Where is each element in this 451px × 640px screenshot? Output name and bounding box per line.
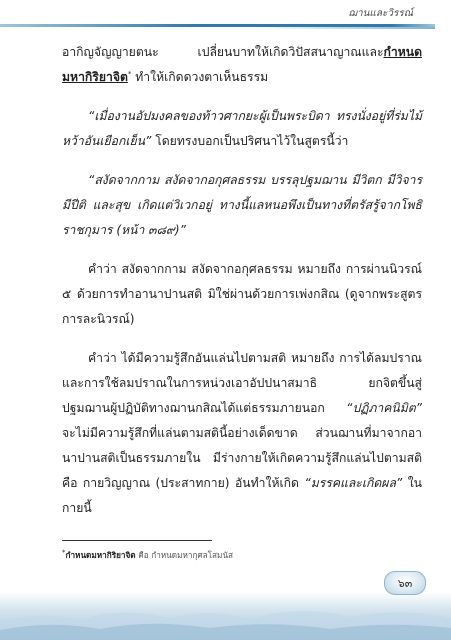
p4-italic-2: “มรรคและเกิดผล”	[304, 476, 403, 490]
paragraph-4	[62, 346, 422, 521]
p4-italic-1: “ปฏิภาคนิมิต”	[346, 401, 422, 415]
running-header: ฌานและวิรรณ์	[348, 8, 413, 19]
p4-text-b: จะไม่มีความรู้สึกที่แล่นตามสตินี้อย่างเด็ดขาด ส่วนฌานที่มาจากอานาปานสติเป็นธรรมภายใน มีร่างกายให้เกิดความรู้สึกแล่นไปตามสติ คือ กายวิญญาณ (ประสาทกาย) อันทำให้เกิด	[62, 426, 422, 490]
footnote-rule	[62, 540, 212, 541]
p4-text-c: ในกายนี้	[62, 476, 422, 515]
footnote-meaning: กำหนดมหากุศลโสมนัส	[151, 550, 234, 560]
footnote-marker: *	[62, 548, 66, 557]
paragraph-1	[62, 40, 422, 90]
footnote-ref-marker: *	[127, 69, 132, 78]
p1-bold-b: มหากิริยาจิต	[62, 70, 128, 84]
paragraph-quote-2: “สงัดจากกาม สงัดจากอกุศลธรรม บรรลุปฐมฌาน มีวิตก มีวิจาร มีปีติ และสุข เกิดแต่วิเวกอยู่ ทางนี้แลหนอพึงเป็นทางที่ตรัสรู้จากโพธิราชกุมาร (หน้า ๓๘๙)”	[62, 173, 422, 237]
page-number: ๖๓	[384, 571, 426, 595]
page-body	[62, 40, 422, 521]
p1-bold-a: กำหนด	[383, 45, 422, 59]
quote-1-italic: “เมื่องานอัปมงคลของท้าวศากยะผู้เป็นพระบิดา ทรงนั่งอยู่ที่ร่มไม้หว้าอันเยือกเย็น”	[62, 109, 422, 148]
p1-text-a: อากิญจัญญายตนะ	[62, 45, 159, 59]
cloud-decoration-icon	[0, 592, 451, 640]
footnote	[62, 549, 382, 561]
p1-tail: ทำให้เกิดดวงตาเห็นธรรม	[131, 70, 269, 84]
p1-text-b: เปลี่ยนบาทให้เกิดวิปัสสนาญาณและ	[197, 45, 384, 59]
p4-text-a: คำว่า ได้มีความรู้สึกอันแล่นไปตามสติ หมายถึง การได้ลมปราณและการใช้ลมปราณในการหน่วงเอาอัปปนาสมาธิ ยกจิตขึ้นสู่ปฐมฌานผู้ปฏิบัติทางฌานกสิณได้แต่ธรรมภายนอก	[62, 351, 422, 415]
paragraph-3: คำว่า สงัดจากกาม สงัดจากอกุศลธรรม หมายถึง การผ่านนิวรณ์ ๕ ด้วยการทำอานาปานสติ มิใช่ผ่านด้วยการเพ่งกสิณ (ดูจากพระสูตรการละนิวรณ์)	[62, 262, 422, 326]
footnote-sep: คือ	[135, 550, 152, 560]
footnote-term: กำหนดมหากิริยาจิต	[65, 550, 136, 560]
header-swoosh-decoration	[255, 27, 435, 29]
quote-1-tail: โดยทรงบอกเป็นปริศนาไว้ในสูตรนี้ว่า	[151, 134, 349, 148]
paragraph-quote-1	[62, 104, 422, 154]
